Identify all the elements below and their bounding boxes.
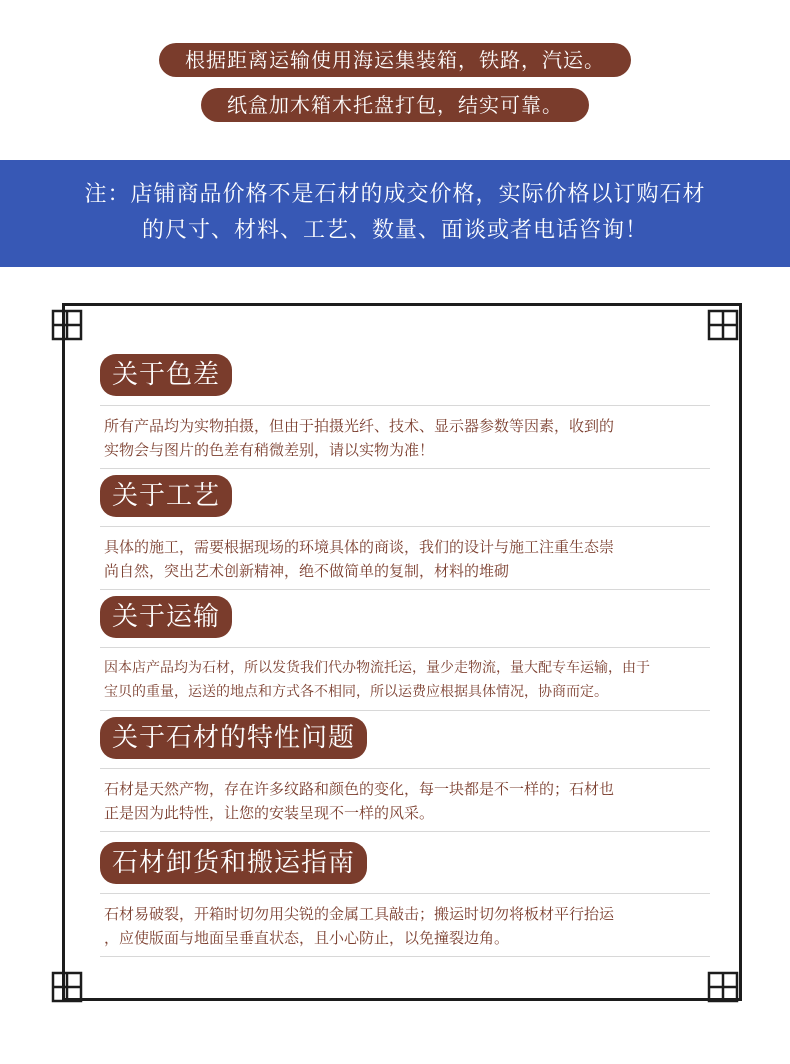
section-line: 所有产品均为实物拍摄，但由于拍摄光纤、技术、显示器参数等因素，收到的 bbox=[104, 417, 615, 435]
section-craftsmanship bbox=[100, 475, 710, 590]
divider bbox=[100, 956, 710, 957]
section-line: 宝贝的重量，运送的地点和方式各不相同，所以运费应根据具体情况，协商而定。 bbox=[104, 684, 608, 700]
divider bbox=[100, 831, 710, 832]
section-line: 正是因为此特性，让您的安装呈现不一样的风采。 bbox=[104, 804, 435, 822]
section-body bbox=[100, 648, 710, 704]
section-heading: 石材卸货和搬运指南 bbox=[100, 842, 367, 884]
corner-ornament-icon bbox=[706, 308, 740, 342]
section-line: 尚自然，突出艺术创新精神，绝不做简单的复制，材料的堆砌 bbox=[104, 562, 510, 580]
section-line: 因本店产品均为石材，所以发货我们代办物流托运，量少走物流，量大配专车运输，由于 bbox=[104, 660, 650, 676]
divider bbox=[100, 710, 710, 711]
shipping-method-banner: 根据距离运输使用海运集装箱，铁路，汽运。 bbox=[159, 43, 631, 77]
section-heading: 关于色差 bbox=[100, 354, 232, 396]
section-line: 石材易破裂，开箱时切勿用尖锐的金属工具敲击；搬运时切勿将板材平行抬运 bbox=[104, 905, 615, 923]
section-heading: 关于运输 bbox=[100, 596, 232, 638]
packaging-banner: 纸盒加木箱木托盘打包，结实可靠。 bbox=[201, 88, 589, 122]
divider bbox=[100, 589, 710, 590]
price-notice-banner bbox=[0, 160, 790, 267]
corner-ornament-icon bbox=[50, 970, 84, 1004]
section-color-difference bbox=[100, 354, 710, 469]
section-line: 石材是天然产物，存在许多纹路和颜色的变化，每一块都是不一样的；石材也 bbox=[104, 780, 615, 798]
section-body bbox=[100, 406, 710, 462]
section-line: 实物会与图片的色差有稍微差别，请以实物为准！ bbox=[104, 441, 435, 459]
section-stone-properties bbox=[100, 717, 710, 832]
section-body bbox=[100, 527, 710, 583]
section-line: 具体的施工，需要根据现场的环境具体的商谈，我们的设计与施工注重生态崇 bbox=[104, 538, 615, 556]
corner-ornament-icon bbox=[706, 970, 740, 1004]
section-body bbox=[100, 769, 710, 825]
section-unloading-guide bbox=[100, 842, 710, 957]
section-line: ，应使版面与地面呈垂直状态，且小心防止，以免撞裂边角。 bbox=[104, 929, 510, 947]
section-body bbox=[100, 894, 710, 950]
price-notice-line-2: 的尺寸、材料、工艺、数量、面谈或者电话咨询！ bbox=[141, 218, 648, 243]
corner-ornament-icon bbox=[50, 308, 84, 342]
section-heading: 关于石材的特性问题 bbox=[100, 717, 367, 759]
section-transportation bbox=[100, 596, 710, 711]
divider bbox=[100, 468, 710, 469]
price-notice-line-1: 注：店铺商品价格不是石材的成交价格，实际价格以订购石材 bbox=[84, 182, 706, 207]
section-heading: 关于工艺 bbox=[100, 475, 232, 517]
